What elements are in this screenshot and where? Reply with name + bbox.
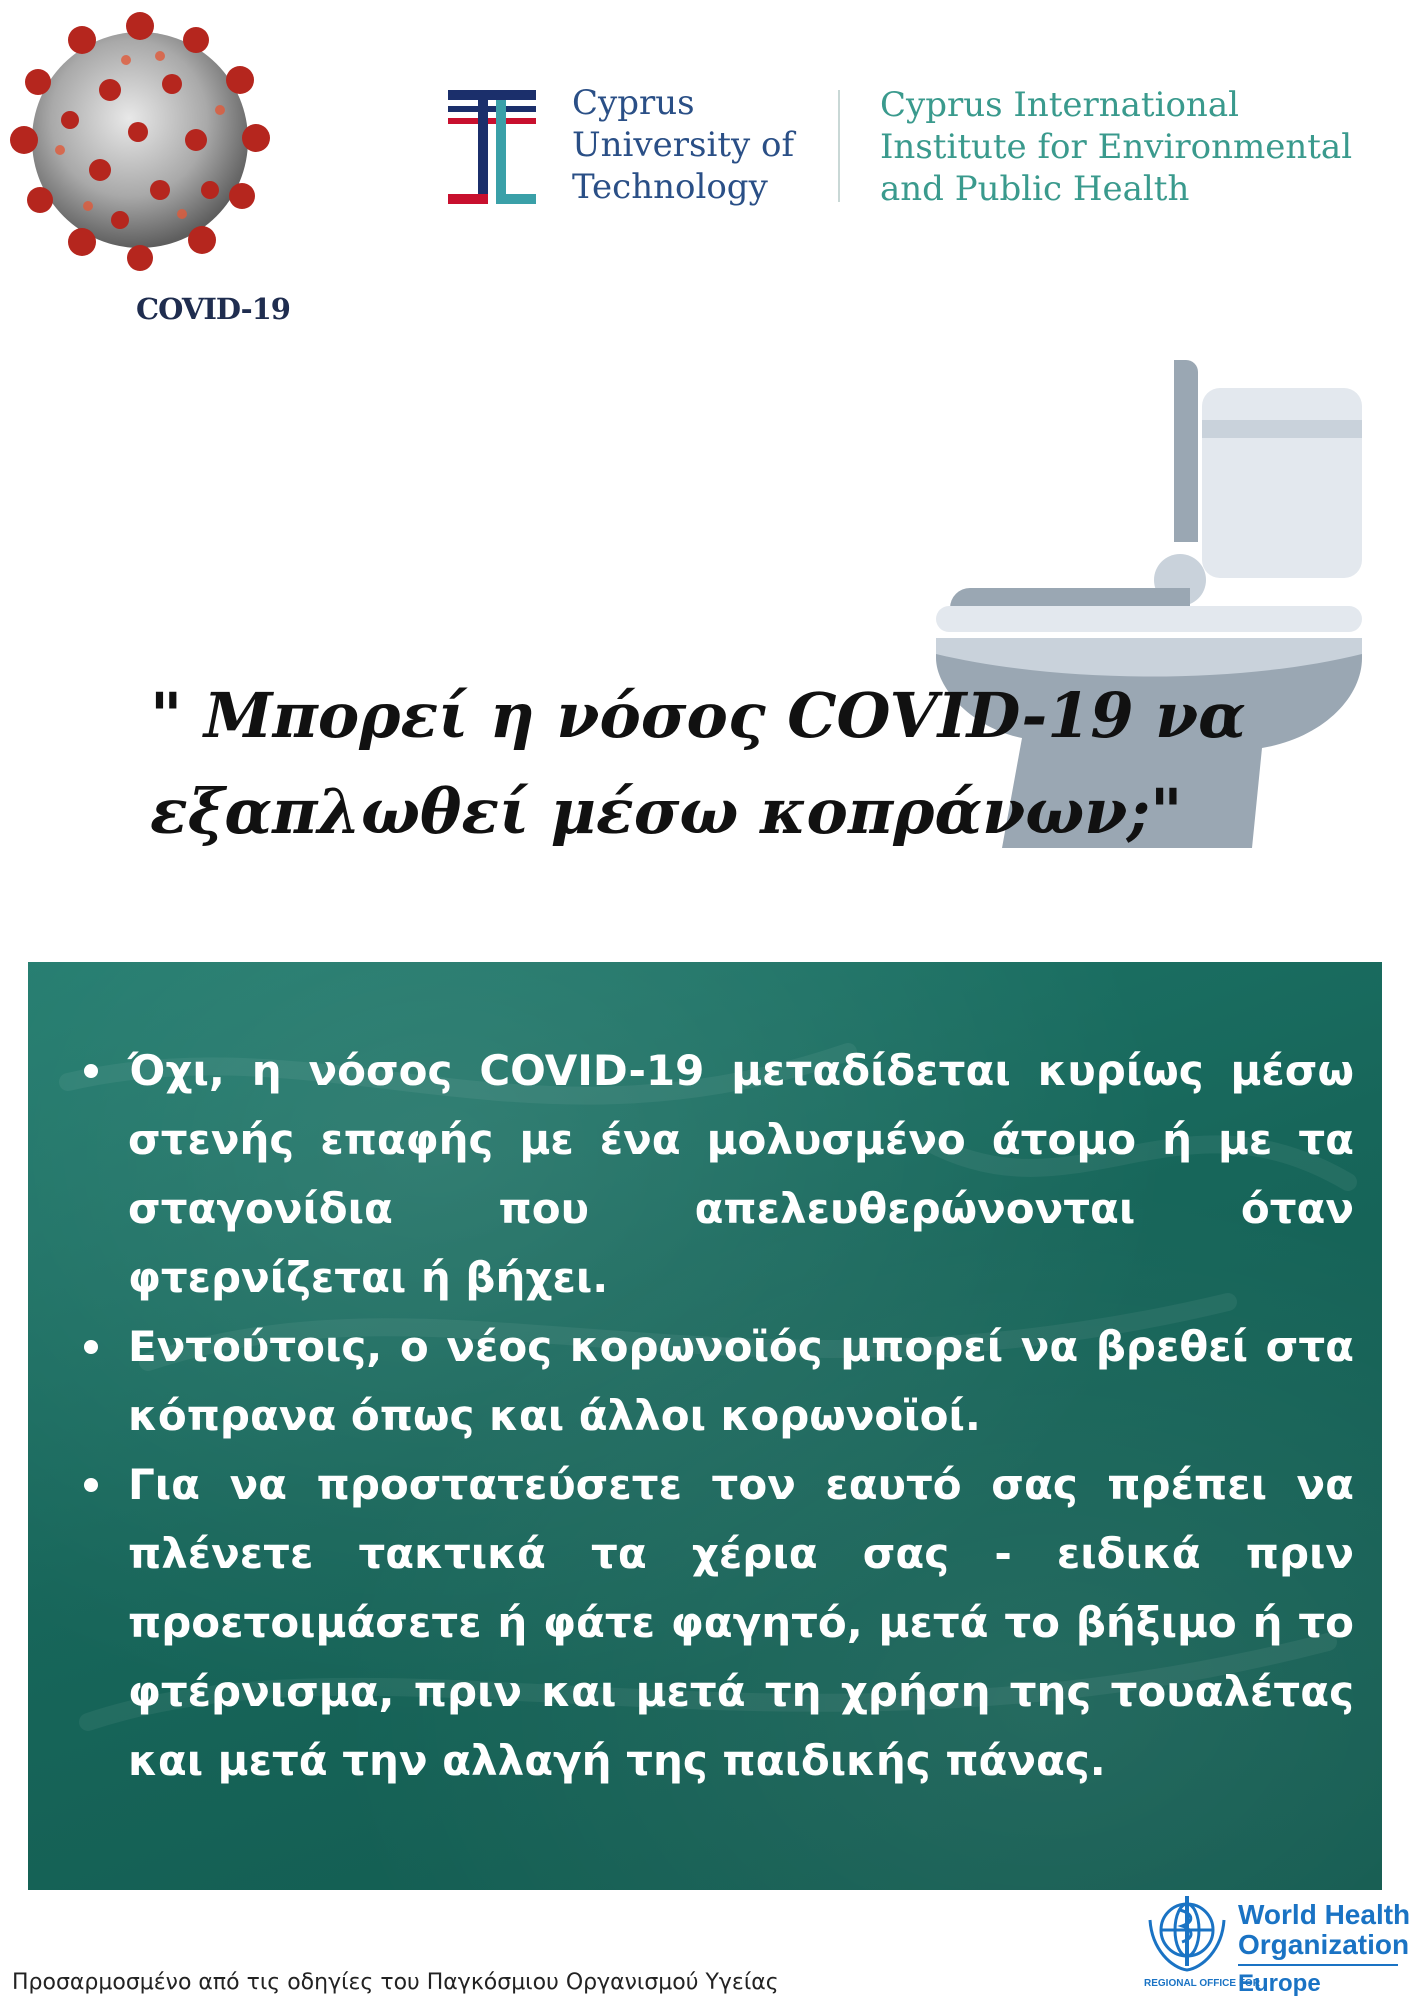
- bullet-text: Όχι, η νόσος COVID-19 μεταδίδεται κυρίως μέσω στενής επαφής με ένα μολυσμένο άτομο ή με τα σταγονίδια που απελευθερώνονται όταν φτερνίζεται ή βήχει.: [128, 1046, 1354, 1302]
- source-note: Προσαρμοσμένο από τις οδηγίες του Παγκόσμιου Οργανισμού Υγείας: [12, 1970, 779, 1995]
- bullet-dot-icon: [84, 1064, 98, 1078]
- question-line: εξαπλωθεί μέσω κοπράνων;": [150, 775, 1183, 848]
- who-regional-label: REGIONAL OFFICE FOR: [1144, 1978, 1260, 1989]
- question-line: " Μπορεί η νόσος COVID-19 να: [150, 679, 1246, 752]
- answer-bullet: [128, 1036, 1354, 1312]
- who-name-line: Organization: [1238, 1929, 1410, 1960]
- bullet-text: Εντούτοις, ο νέος κορωνοϊός μπορεί να βρεθεί στα κόπρανα όπως και άλλοι κορωνοϊοί.: [128, 1322, 1354, 1440]
- who-logo-text: [1238, 1899, 1411, 1960]
- answer-bullet: [128, 1450, 1354, 1795]
- question-heading: [150, 668, 1250, 860]
- who-name-line: World Health: [1238, 1899, 1411, 1930]
- cut-name-line: Technology: [572, 167, 768, 207]
- bullet-dot-icon: [84, 1340, 98, 1354]
- answer-panel: [28, 962, 1382, 1890]
- institute-name-line: and Public Health: [880, 169, 1190, 209]
- virus-caption: COVID-19: [136, 292, 290, 326]
- institute-name-line: Cyprus International: [880, 85, 1239, 125]
- cut-logo-icon: [448, 90, 536, 204]
- bullet-dot-icon: [84, 1478, 98, 1492]
- institute-logo-text: [880, 84, 1400, 210]
- cut-name-line: Cyprus: [572, 83, 695, 123]
- logo-divider: [838, 90, 840, 202]
- cut-name-line: University of: [572, 125, 795, 165]
- answer-bullet: [128, 1312, 1354, 1450]
- coronavirus-illustration: [0, 0, 290, 300]
- who-europe-label: Europe: [1238, 1970, 1321, 1997]
- bullet-text: Για να προστατεύσετε τον εαυτό σας πρέπει να πλένετε τακτικά τα χέρια σας - ειδικά πριν προετοιμάσετε ή φάτε φαγητό, μετά το βήξιμο ή το φτέρνισμα, πριν και μετά τη χρήση της τουαλέτας και μετά την αλλαγή της παιδικής πάνας.: [128, 1460, 1354, 1785]
- answer-bullet-list: [128, 1036, 1354, 1795]
- institute-name-line: Institute for Environmental: [880, 127, 1353, 167]
- who-divider: [1238, 1964, 1398, 1966]
- who-emblem-icon: [1142, 1890, 1232, 1974]
- cut-logo-text: [572, 82, 812, 208]
